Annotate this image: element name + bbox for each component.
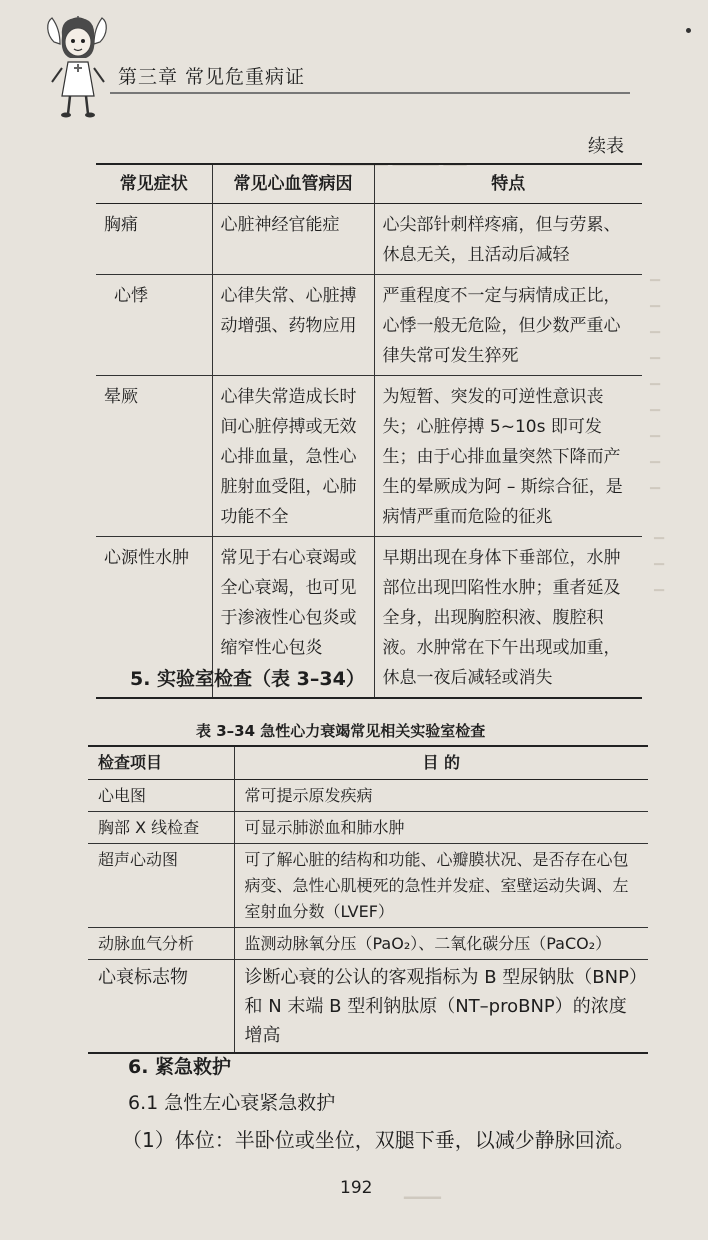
symptom-cell: 晕厥 — [104, 387, 138, 407]
section-heading: 6. 紧急救护 — [128, 1056, 232, 1078]
table-row — [88, 780, 648, 812]
feature-cell: 心尖部针刺样疼痛，但与劳累、休息无关，且活动后减轻 — [374, 204, 642, 275]
purpose-cell: 常可提示原发疾病 — [234, 780, 648, 812]
nurse-mascot-icon — [44, 4, 112, 120]
cause-cell: 心律失常造成长时间心脏停搏或无效心排血量，急性心脏射血受阻，心肺功能不全 — [212, 376, 374, 537]
section-heading: 5. 实验室检查（表 3–34） — [130, 668, 365, 690]
table-row — [88, 928, 648, 960]
item-cell: 心电图 — [98, 786, 147, 805]
speck — [686, 28, 691, 33]
symptom-cell: 胸痛 — [104, 215, 138, 235]
column-header: 目 的 — [234, 746, 648, 780]
column-header: 常见症状 — [119, 174, 188, 194]
continued-label: 续表 — [588, 136, 624, 157]
subsection-heading: 6.1 急性左心衰紧急救护 — [128, 1092, 336, 1114]
feature-cell: 为短暂、突发的可逆性意识丧失；心脏停搏 5~10s 即可发生；由于心排血量突然下降而产生的晕厥成为阿 – 斯综合征，是病情严重而危险的征兆 — [374, 376, 642, 537]
lab-test-table — [88, 745, 648, 1054]
purpose-cell: 可显示肺淤血和肺水肿 — [234, 812, 648, 844]
purpose-cell: 监测动脉氧分压（PaO₂）、二氧化碳分压（PaCO₂） — [234, 928, 648, 960]
table-header-row — [96, 164, 642, 204]
purpose-cell: 诊断心衰的公认的客观指标为 B 型尿钠肽（BNP）和 N 末端 B 型利钠肽原（NT–proBNP）的浓度增高 — [234, 960, 648, 1054]
symptom-cell: 心源性水肿 — [104, 548, 189, 568]
bleed-through-text: ▁ ▁ ▁ — [654, 525, 664, 592]
cause-cell: 常见于右心衰竭或全心衰竭，也可见于渗液性心包炎或缩窄性心包炎 — [212, 537, 374, 699]
table-row — [88, 960, 648, 1054]
column-header: 检查项目 — [98, 753, 163, 772]
header-rule — [110, 92, 630, 94]
item-cell: 胸部 X 线检查 — [98, 818, 200, 837]
purpose-cell: 可了解心脏的结构和功能、心瓣膜状况、是否存在心包病变、急性心肌梗死的急性并发症、室壁运动失调、左室射血分数（LVEF） — [234, 844, 648, 928]
table-caption: 表 3–34 急性心力衰竭常见相关实验室检查 — [196, 722, 486, 740]
item-cell: 动脉血气分析 — [98, 934, 195, 953]
cause-cell: 心律失常、心脏搏动增强、药物应用 — [212, 275, 374, 376]
table-row — [88, 844, 648, 928]
bleed-through-text: ▁▁▁ — [404, 1180, 441, 1199]
chapter-title: 第三章 常见危重病证 — [118, 66, 306, 88]
table-row — [96, 204, 642, 275]
bleed-through-text: ▁ ▁ ▁ ▁ ▁ ▁ ▁ ▁ ▁ — [650, 267, 660, 490]
table-row — [88, 812, 648, 844]
symptom-table — [96, 163, 642, 699]
feature-cell: 严重程度不一定与病情成正比，心悸一般无危险，但少数严重心律失常可发生猝死 — [374, 275, 642, 376]
cause-cell: 心脏神经官能症 — [212, 204, 374, 275]
bleed-through-text: ▁▁▁▁▁ ▁▁▁▁ ▁▁ — [330, 148, 467, 166]
feature-cell: 早期出现在身体下垂部位，水肿部位出现凹陷性水肿；重者延及全身，出现胸腔积液、腹腔积液。水肿常在下午出现或加重，休息一夜后减轻或消失 — [374, 537, 642, 699]
column-header: 常见心血管病因 — [212, 164, 374, 204]
table-row — [96, 275, 642, 376]
page-number: 192 — [340, 1178, 373, 1198]
item-cell: 超声心动图 — [98, 850, 179, 869]
symptom-cell: 心悸 — [114, 286, 148, 306]
table-header-row — [88, 746, 648, 780]
body-paragraph: （1）体位：半卧位或坐位，双腿下垂，以减少静脉回流。 — [122, 1128, 635, 1152]
item-cell: 心衰标志物 — [98, 967, 188, 988]
column-header: 特点 — [374, 164, 642, 204]
table-row — [96, 376, 642, 537]
